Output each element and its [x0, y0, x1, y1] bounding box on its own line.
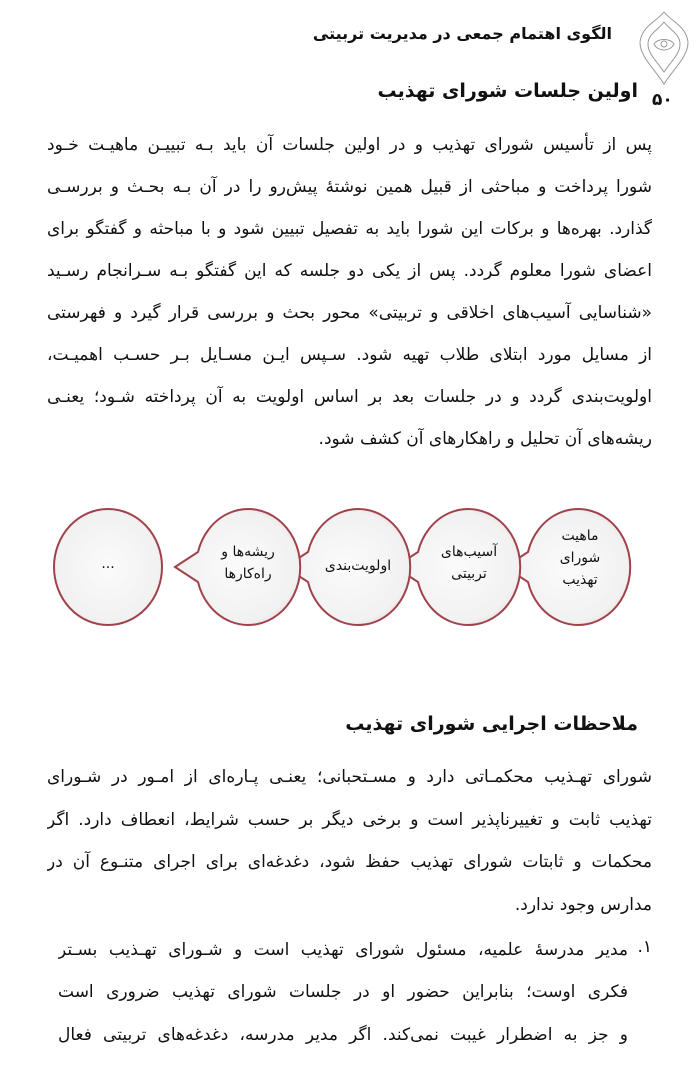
section-heading: ملاحظات اجرایی شورای تهذیب [345, 713, 638, 735]
diagram-node [540, 525, 620, 591]
text-line: محکمات و ثابتات شورای تهذیب حفظ شود، دغدغه‌ای برای اجرای متنـوع آن در [47, 852, 652, 872]
node-label: تهذیب [562, 572, 598, 588]
text-line: مدارس وجود ندارد. [514, 895, 652, 915]
node-label: آسیب‌های [440, 544, 498, 560]
text-line: گذارد. بهره‌ها و برکات این شورا باید به تفصیل تبیین شود و با مباحثه و گفتگو برای [47, 219, 652, 239]
text-line: اعضای شورا معلوم گردد. پس از یکی دو جلسه که این گفتگو بـه سـرانجام رسـید [47, 261, 652, 281]
diagram-node [68, 553, 148, 575]
text-line: مدیر مدرسهٔ علمیه، مسئول شورای تهذیب است و شـورای تهـذیب بسـتر [58, 940, 628, 960]
node-label: ماهیت [561, 528, 599, 544]
text-line: تهذیب ثابت و تغییرناپذیر است و برخی دیگر بر حسب شرایط، انعطاف دارد. اگر [47, 810, 652, 830]
item-number: ۱. [637, 937, 652, 957]
node-label: ریشه‌ها و [221, 544, 275, 560]
text-line: «شناسایی آسیب‌های اخلاقی و تربیتی» محور بحث و بررسی قرار گیرد و فهرستی [47, 303, 652, 323]
node-label: شورای [559, 550, 601, 566]
diagram-node [318, 555, 398, 577]
text-line: پس از تأسیس شورای تهذیب و در اولین جلسات آن باید بـه تبییـن ماهیـت خـود [47, 135, 652, 155]
text-line: شورای تهـذیب محکمـاتی دارد و مسـتحبانی؛ یعنـی پـاره‌ای از امـور در شـورای [47, 767, 652, 787]
text-line: فکری اوست؛ بنابراین حضور او در جلسات شورای تهذیب ضروری است [58, 982, 628, 1002]
diagram-node [208, 541, 288, 585]
ornament-emblem-icon [636, 8, 692, 88]
text-line: از مسایل مورد ابتلای طلاب تهیه شود. سـپس ایـن مسـایل بـر حسـب اهمیـت، [47, 345, 652, 365]
text-line: و جز به اضطرار غیبت نمی‌کند. اگر مدیر مدرسه، دغدغه‌های تربیتی فعال [58, 1025, 628, 1045]
node-label: راه‌کارها [224, 566, 272, 582]
running-title: الگوی اهتمام جمعی در مدیریت تربیتی [312, 24, 612, 43]
node-label: تربیتی [451, 566, 487, 582]
text-line: ریشه‌های آن تحلیل و راهکارهای آن کشف شود. [318, 429, 652, 449]
text-line: شورا پرداخت و مباحثی از قبیل همین نوشتهٔ پیش‌رو را در آن بـه بحـث و بررسـی [47, 177, 652, 197]
page-number: ۵۰ [652, 90, 673, 110]
process-diagram [40, 505, 680, 630]
text-line: اولویت‌بندی گردد و در جلسات بعد بر اساس اولویت به آن پرداخته شـود؛ یعنـی [47, 387, 652, 407]
diagram-node [429, 541, 509, 585]
node-label: اولویت‌بندی [324, 558, 392, 574]
section-heading: اولین جلسات شورای تهذیب [377, 80, 638, 102]
node-label: ... [101, 556, 115, 572]
